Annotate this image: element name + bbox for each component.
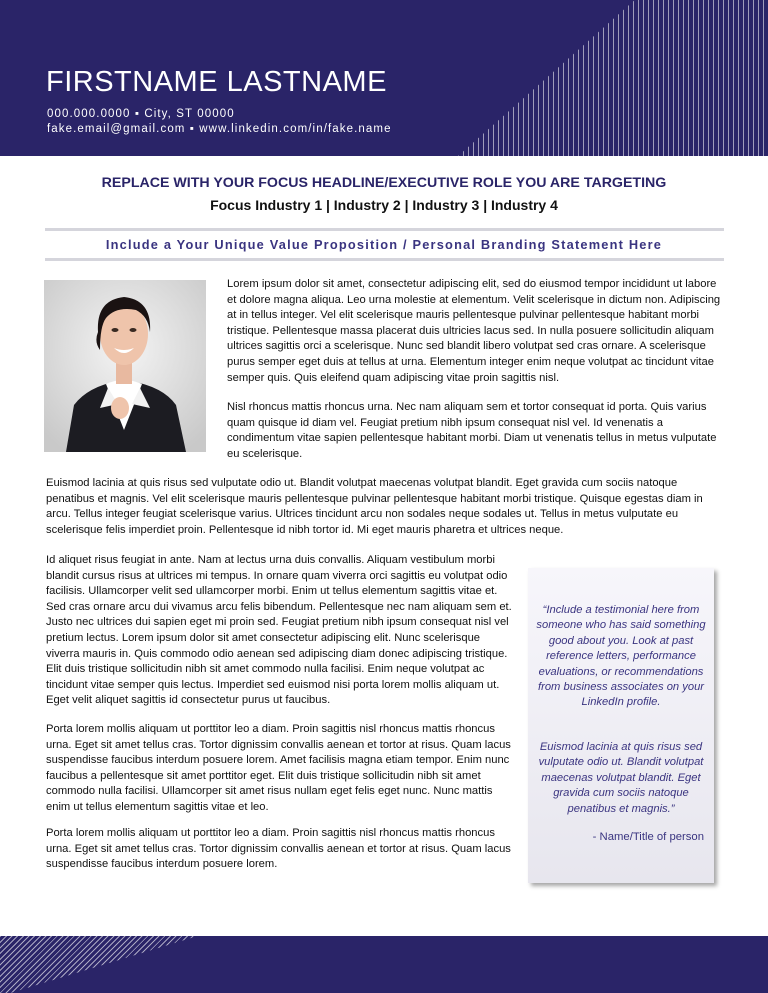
target-role-headline: REPLACE WITH YOUR FOCUS HEADLINE/EXECUTIVE ROLE YOU ARE TARGETING [101,175,667,191]
body-paragraph: Nisl rhoncus mattis rhoncus urna. Nec nam aliquam sem et tortor consequat id porta. Quis varius quam quisque id diam vel. Feugiat pretium nibh ipsum consequat nisl vel. Id venenatis a condimentum vitae sapien pellentesque habitant morbi. Diam ut venenatis tellus in metus vulputate eu scelerisque. [227,401,717,460]
divider-bottom [45,258,724,261]
divider-top [45,228,724,231]
value-proposition: Include a Your Unique Value Proposition / Personal Branding Statement Here [105,237,663,252]
body-paragraph: Id aliquet risus feugiat in ante. Nam at lectus urna duis convallis. Aliquam vestibulum morbi blandit cursus risus at ultrices mi tempus. In ornare quam viverra orci sagittis eu volutpat odio facilisis. Ullamcorper velit sed ullamcorper morbi. Enim ut tellus elementum sagittis vitae et. Sed cras ornare arcu dui vivamus arcu felis bibendum. Pellentesque nec nam aliquam sem et. Justo nec ultrices dui sapien eget mi proin sed. Feugiat pretium nibh ipsum consequat nisl vel pretium lectus. Lorem ipsum dolor sit amet consectetur adipiscing elit. Nunc scelerisque viverra mauris in. Quis commodo odio aenean sed adipiscing diam donec adipiscing tristique. Elit duis tristique sollicitudin nibh sit amet commodo nulla facilisi. Enim neque volutpat ac tincidunt vitae semper quis lectus. Imperdiet sed euismod nisi porta lorem mollis aliquam ut. Eget velit aliquet sagittis id consectetur purus ut faucibus. [46,554,512,707]
footer-banner [0,936,768,993]
testimonial-quote-continued: Euismod lacinia at quis risus sed vulputate odio ut. Blandit volutpat maecenas volutpat blandit. Eget gravida cum sociis natoque penatibus et magnis.” [538,741,704,815]
testimonial-quote: “Include a testimonial here from someone who has said something good about you. Look at past reference letters, performance evaluations, or recommendations from business associates on your LinkedIn profile. [536,604,706,709]
contact-phone-location: 000.000.0000 ▪ City, ST 00000 [47,108,235,120]
header-banner [0,0,768,156]
header-stripe-pattern [458,0,768,156]
intro-paragraph: Lorem ipsum dolor sit amet, consectetur adipiscing elit, sed do eiusmod tempor incididunt ut labore et dolore magna aliqua. Leo urna molestie at elementum. Velit scelerisque in dictum non. Adipiscing at in tellus integer. Vel elit scelerisque mauris pellentesque pulvinar pellentesque habitant morbi tristique. Pellentesque massa placerat duis ultricies lacus sed. In nulla posuere sollicitudin aliquam ultrices sagittis orci a scelerisque. Nunc sed blandit libero volutpat sed cras ornare. A scelerisque purus semper eget duis at tellus at urna. Elementum integer enim neque volutpat ac tincidunt vitae semper quis. Quis eleifend quam adipiscing vitae proin sagittis nisl. [227,278,721,384]
footer-stripe-pattern [0,936,260,993]
testimonial-attribution: - Name/Title of person [592,831,704,843]
testimonial-box [528,568,714,883]
candidate-name: FIRSTNAME LASTNAME [46,66,387,98]
body-paragraph: Euismod lacinia at quis risus sed vulputate odio ut. Blandit volutpat maecenas volutpat blandit. Eget gravida cum sociis natoque penatibus et magnis. Vel elit scelerisque mauris pellentesque pulvinar pellentesque habitant morbi tristique. Quisque egestas diam in arcu. Tellus integer feugiat scelerisque varius. Ultrices tincidunt arcu non sodales neque sodales ut. Tellus in metus vulputate eu scelerisque felis imperdiet proin. Pellentesque id nibh tortor id. Mi eget mauris pharetra et ultrices neque. [46,477,703,536]
body-paragraph: Porta lorem mollis aliquam ut porttitor leo a diam. Proin sagittis nisl rhoncus mattis rhoncus urna. Eget sit amet tellus cras. Tortor dignissim convallis aenean et tortor at risus. Quam lacus suspendisse faucibus interdum posuere lorem. [46,827,511,871]
focus-industries: Focus Industry 1 | Industry 2 | Industry 3 | Industry 4 [210,197,558,213]
contact-email-linkedin: fake.email@gmail.com ▪ www.linkedin.com/in/fake.name [47,123,392,135]
body-paragraph: Porta lorem mollis aliquam ut porttitor leo a diam. Proin sagittis nisl rhoncus mattis rhoncus urna. Eget sit amet tellus cras. Tortor dignissim convallis aenean et tortor at risus. Quam lacus suspendisse faucibus interdum posuere lorem. Amet facilisis magna etiam tempor. Enim nunc faucibus a pellentesque sit amet porttitor eget. Elit duis tristique sollicitudin nibh sit amet commodo nulla facilisi. Ullamcorper sit amet risus nullam eget felis eget nunc. Nunc mattis enim ut tellus elementum sagittis vitae et leo. [46,723,511,813]
profile-photo [44,280,206,452]
